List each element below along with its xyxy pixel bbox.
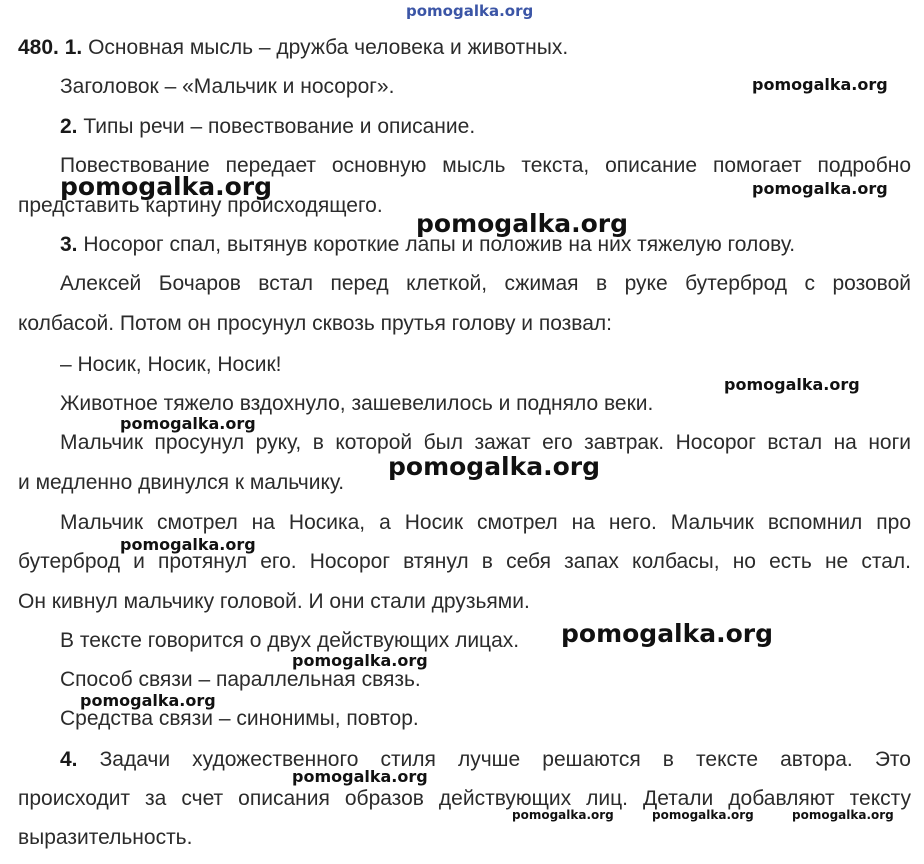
watermark: pomogalka.org [120,414,256,433]
watermark: pomogalka.org [80,691,216,710]
item-3-text-line-8: Он кивнул мальчику головой. И они стали друзьями. [18,590,530,613]
item-1-number: 1. [64,36,83,59]
item-2-line [60,114,475,140]
item-3-text-line-7: бутерброд и протянул его. Носорог втянул в себя запах колбасы, но есть не стал. [18,550,911,573]
watermark-top: pomogalka.org [406,2,534,20]
watermark: pomogalka.org [561,619,774,648]
item-4-number: 4. [60,748,78,771]
item-3-number: 3. [60,233,78,256]
watermark: pomogalka.org [292,651,428,670]
watermark: pomogalka.org [652,808,754,822]
item-3-text: Носорог спал, вытянув короткие лапы и положив на них тяжелую голову. [83,233,796,256]
watermark: pomogalka.org [512,808,614,822]
watermark: pomogalka.org [120,535,256,554]
title-line: Заголовок – «Мальчик и носорог». [60,75,395,98]
item-2-detail-line-1: Повествование передает основную мысль текста, описание помогает подробно [60,154,911,177]
dialogue-line: – Носик, Носик, Носик! [60,353,282,376]
connection-type-line: Способ связи – параллельная связь. [60,668,421,691]
watermark: pomogalka.org [752,179,888,198]
item-3-text-line-2: колбасой. Потом он просунул сквозь прутья голову и позвал: [18,312,612,335]
item-4-line-1 [60,747,911,773]
item-4-line-2: происходит за счет описания образов действующих лиц. Детали добавляют тексту [18,787,911,810]
item-3-text-line-4: Мальчик просунул руку, в которой был зажат его завтрак. Носорог встал на ноги [60,431,911,454]
characters-line: В тексте говорится о двух действующих лицах. [60,629,520,652]
watermark: pomogalka.org [292,767,428,786]
item-3-text-line-3: Животное тяжело вздохнуло, зашевелилось и подняло веки. [60,392,654,415]
item-4-line-3: выразительность. [18,826,193,849]
connection-means-line: Средства связи – синонимы, повтор. [60,707,419,730]
item-3-text-line-1: Алексей Бочаров встал перед клеткой, сжимая в руке бутерброд с розовой [60,272,911,295]
watermark: pomogalka.org [416,209,629,238]
item-1-text: Основная мысль – дружба человека и животных. [88,36,569,59]
watermark: pomogalka.org [752,75,888,94]
watermark: pomogalka.org [388,452,601,481]
item-2-detail-line-2: представить картину происходящего. [18,194,383,217]
watermark: pomogalka.org [792,808,894,822]
task-number: 480. [18,36,59,59]
item-3-text-line-5: и медленно двинулся к мальчику. [18,471,345,494]
item-2-number: 2. [60,115,78,138]
watermark: pomogalka.org [724,375,860,394]
item-2-text: Типы речи – повествование и описание. [83,115,476,138]
watermark: pomogalka.org [60,172,273,201]
item-3-text-line-6: Мальчик смотрел на Носика, а Носик смотрел на него. Мальчик вспомнил про [60,511,911,534]
item-1-line [18,35,568,61]
item-4-text: Задачи художественного стиля лучше решаются в тексте автора. Это [99,748,911,771]
